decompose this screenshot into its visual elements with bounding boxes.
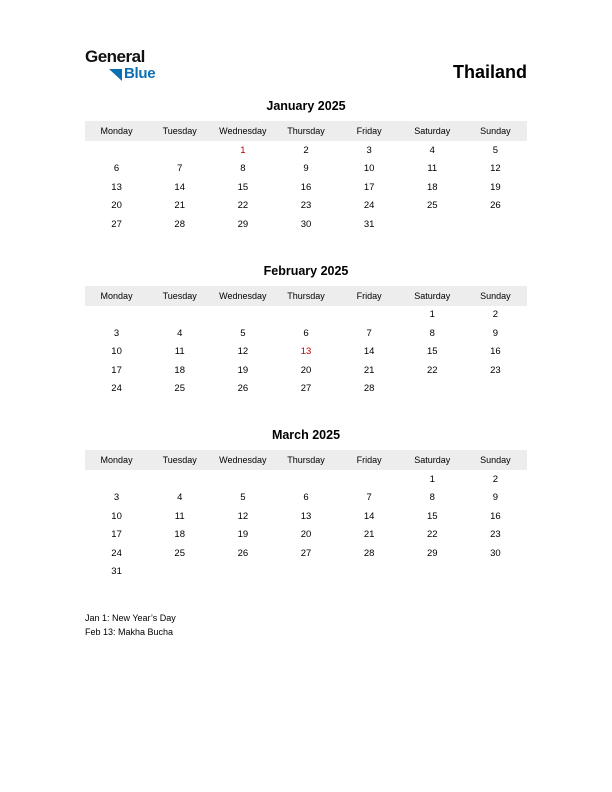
date-cell: 11 xyxy=(174,346,185,358)
date-cell: 27 xyxy=(300,547,312,559)
date-cell: 22 xyxy=(426,529,438,541)
logo-text-general: General xyxy=(85,47,145,66)
week-row xyxy=(85,544,527,563)
date-cell: 10 xyxy=(111,510,122,522)
empty-cell xyxy=(464,215,527,234)
logo-triangle-icon xyxy=(109,69,122,81)
date-cell: 28 xyxy=(363,547,375,559)
date-cell: 30 xyxy=(490,547,501,559)
date-cell: 27 xyxy=(111,218,122,230)
weekday-header: Monday xyxy=(85,450,148,470)
date-cell: 21 xyxy=(174,200,185,212)
date-cell: 4 xyxy=(177,327,183,339)
weekday-header: Thursday xyxy=(274,121,337,141)
weekday-header: Wednesday xyxy=(211,286,274,306)
date-cell: 15 xyxy=(237,181,249,193)
empty-cell xyxy=(338,306,401,325)
weekday-header: Thursday xyxy=(274,450,337,470)
date-cell: 24 xyxy=(363,200,375,212)
weekday-header: Sunday xyxy=(464,121,527,141)
date-cell: 21 xyxy=(363,529,375,541)
date-cell: 8 xyxy=(429,327,435,339)
date-cell: 25 xyxy=(426,200,438,212)
weekday-header: Monday xyxy=(85,121,148,141)
week-row xyxy=(85,526,527,545)
week-row xyxy=(85,141,527,160)
month-grid xyxy=(85,286,527,399)
empty-cell xyxy=(211,563,274,582)
empty-cell xyxy=(401,380,464,399)
date-cell: 26 xyxy=(490,200,501,212)
date-cell: 23 xyxy=(490,529,501,541)
date-cell: 21 xyxy=(363,364,375,376)
date-cell: 8 xyxy=(429,492,435,504)
weekday-header: Saturday xyxy=(401,121,464,141)
week-row xyxy=(85,215,527,234)
empty-cell xyxy=(401,215,464,234)
date-cell: 11 xyxy=(427,163,438,175)
empty-cell xyxy=(338,470,401,489)
empty-cell xyxy=(401,563,464,582)
weekday-header: Tuesday xyxy=(148,286,211,306)
date-cell: 9 xyxy=(492,327,499,339)
date-cell: 18 xyxy=(426,181,438,193)
date-cell: 18 xyxy=(174,529,185,541)
date-cell: 20 xyxy=(300,364,312,376)
week-row xyxy=(85,197,527,216)
date-cell: 24 xyxy=(111,383,122,395)
week-row xyxy=(85,178,527,197)
weekday-header: Sunday xyxy=(464,286,527,306)
date-cell: 8 xyxy=(240,163,246,175)
calendar-february-2025 xyxy=(85,264,527,399)
weekday-header-row xyxy=(85,450,527,470)
page-title: Thailand xyxy=(452,62,527,82)
date-cell: 26 xyxy=(237,383,249,395)
date-cell: 6 xyxy=(303,327,309,339)
week-row xyxy=(85,380,527,399)
date-cell: 2 xyxy=(492,309,499,321)
week-row xyxy=(85,507,527,526)
date-cell: 19 xyxy=(237,364,249,376)
date-cell: 24 xyxy=(111,547,122,559)
date-cell: 20 xyxy=(300,529,312,541)
date-cell: 28 xyxy=(363,383,375,395)
date-cell: 22 xyxy=(426,364,438,376)
date-cell: 3 xyxy=(366,144,372,156)
date-cell: 13 xyxy=(300,510,312,522)
empty-cell xyxy=(148,141,211,160)
month-grid xyxy=(85,121,527,234)
weekday-header: Friday xyxy=(338,121,401,141)
weekday-header: Saturday xyxy=(401,450,464,470)
calendar-january-2025 xyxy=(85,99,527,234)
date-cell: 12 xyxy=(490,163,501,175)
weekday-header-row xyxy=(85,286,527,306)
date-cell: 16 xyxy=(300,181,312,193)
empty-cell xyxy=(464,563,527,582)
week-row xyxy=(85,470,527,489)
date-cell: 5 xyxy=(240,492,246,504)
date-cell: 15 xyxy=(426,510,438,522)
empty-cell xyxy=(85,141,148,160)
month-title: January 2025 xyxy=(266,99,346,113)
holiday-notes xyxy=(85,611,527,639)
date-cell: 15 xyxy=(426,346,438,358)
date-cell: 9 xyxy=(492,492,499,504)
page-header xyxy=(85,48,527,83)
empty-cell xyxy=(464,380,527,399)
weekday-header: Monday xyxy=(85,286,148,306)
holiday-note: Feb 13: Makha Bucha xyxy=(85,627,174,637)
months-container xyxy=(85,99,527,581)
week-row xyxy=(85,563,527,582)
date-cell: 14 xyxy=(363,346,375,358)
date-cell: 5 xyxy=(492,144,499,156)
general-blue-logo xyxy=(85,48,155,81)
logo-text-blue: Blue xyxy=(124,65,156,82)
weekday-header: Sunday xyxy=(464,450,527,470)
date-cell: 13 xyxy=(111,181,122,193)
date-cell: 14 xyxy=(174,181,185,193)
date-cell: 17 xyxy=(111,364,122,376)
month-title: February 2025 xyxy=(263,263,349,278)
date-cell: 17 xyxy=(363,181,375,193)
date-cell: 7 xyxy=(366,327,372,339)
holiday-note: Jan 1: New Year’s Day xyxy=(85,613,176,623)
date-cell: 3 xyxy=(113,327,120,339)
month-grid xyxy=(85,450,527,581)
empty-cell xyxy=(211,470,274,489)
calendar-march-2025 xyxy=(85,428,527,581)
empty-cell xyxy=(148,563,211,582)
date-cell: 7 xyxy=(177,163,183,175)
date-cell: 30 xyxy=(300,218,312,230)
date-cell: 12 xyxy=(237,510,249,522)
date-cell: 6 xyxy=(113,163,120,175)
date-cell: 6 xyxy=(303,492,309,504)
date-cell: 4 xyxy=(429,144,435,156)
date-cell: 28 xyxy=(174,218,185,230)
empty-cell xyxy=(148,306,211,325)
date-cell: 14 xyxy=(363,510,375,522)
week-row xyxy=(85,306,527,325)
weekday-header: Saturday xyxy=(401,286,464,306)
empty-cell xyxy=(274,306,337,325)
date-cell: 12 xyxy=(237,346,249,358)
empty-cell xyxy=(85,470,148,489)
empty-cell xyxy=(85,306,148,325)
date-cell: 29 xyxy=(426,547,438,559)
week-row xyxy=(85,489,527,508)
weekday-header: Tuesday xyxy=(148,121,211,141)
date-cell: 31 xyxy=(111,566,122,578)
date-cell: 20 xyxy=(111,200,122,212)
date-cell: 7 xyxy=(366,492,372,504)
empty-cell xyxy=(338,563,401,582)
weekday-header: Wednesday xyxy=(211,450,274,470)
date-cell: 18 xyxy=(174,364,185,376)
empty-cell xyxy=(274,470,337,489)
date-cell: 10 xyxy=(363,163,375,175)
date-cell: 2 xyxy=(303,144,309,156)
date-cell: 31 xyxy=(363,218,375,230)
week-row xyxy=(85,361,527,380)
date-cell: 23 xyxy=(300,200,312,212)
week-row xyxy=(85,343,527,362)
month-title: March 2025 xyxy=(271,428,341,442)
date-cell: 19 xyxy=(237,529,249,541)
date-cell: 1 xyxy=(429,309,435,321)
date-cell: 16 xyxy=(490,510,501,522)
date-cell: 19 xyxy=(490,181,501,193)
logo-bottom-row xyxy=(109,66,155,81)
empty-cell xyxy=(148,470,211,489)
date-cell: 17 xyxy=(111,529,122,541)
weekday-header: Friday xyxy=(338,286,401,306)
empty-cell xyxy=(211,306,274,325)
date-cell: 1 xyxy=(240,144,246,156)
weekday-header: Thursday xyxy=(274,286,337,306)
empty-cell xyxy=(274,563,337,582)
weekday-header: Wednesday xyxy=(211,121,274,141)
week-row xyxy=(85,324,527,343)
date-cell: 2 xyxy=(492,473,499,485)
date-cell: 26 xyxy=(237,547,249,559)
weekday-header-row xyxy=(85,121,527,141)
weekday-header: Friday xyxy=(338,450,401,470)
date-cell: 23 xyxy=(490,364,501,376)
date-cell: 25 xyxy=(174,383,185,395)
date-cell: 5 xyxy=(240,327,246,339)
date-cell: 27 xyxy=(300,383,312,395)
date-cell: 3 xyxy=(113,492,120,504)
date-cell: 16 xyxy=(490,346,501,358)
date-cell: 22 xyxy=(237,200,249,212)
weekday-header: Tuesday xyxy=(148,450,211,470)
date-cell: 11 xyxy=(174,510,185,522)
date-cell: 13 xyxy=(300,346,312,358)
date-cell: 25 xyxy=(174,547,185,559)
date-cell: 9 xyxy=(303,163,309,175)
date-cell: 29 xyxy=(237,218,249,230)
date-cell: 10 xyxy=(111,346,122,358)
week-row xyxy=(85,160,527,179)
date-cell: 1 xyxy=(429,473,435,485)
date-cell: 4 xyxy=(177,492,183,504)
